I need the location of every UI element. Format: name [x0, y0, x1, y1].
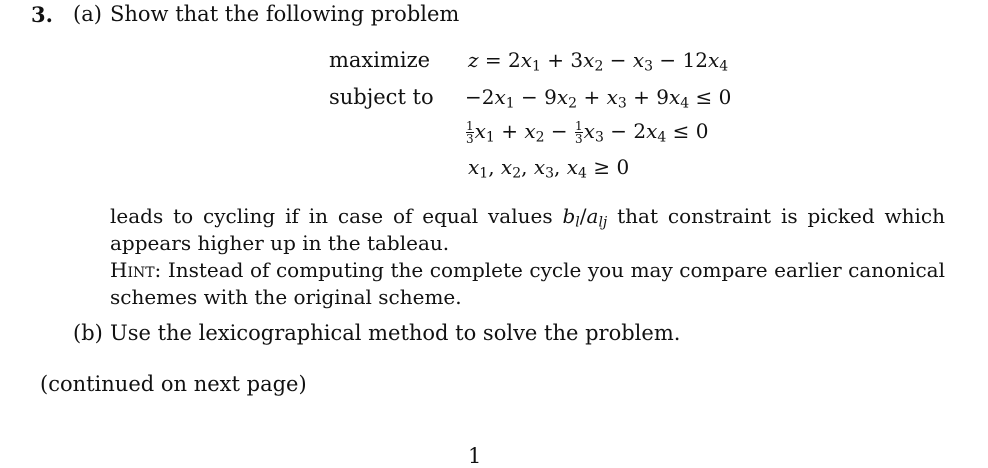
hint-paragraph: [110, 257, 945, 311]
part-b-text: Use the lexicographical method to solve the problem.: [110, 321, 681, 345]
problem-number: 3.: [31, 2, 53, 27]
maximize-label: maximize: [329, 48, 431, 72]
hint-text: Instead of computing the complete cycle you may compare earlier canonical schemes with the original scheme.: [110, 258, 946, 309]
part-a-intro: Show that the following problem: [110, 2, 460, 26]
continued-note: (continued on next page): [40, 372, 307, 396]
objective-function: $z = 2x_1 + 3x_2 - x_3 - 12x_4$: [468, 48, 729, 75]
part-b-label: (b): [73, 321, 103, 345]
page-number: 1: [468, 444, 482, 468]
part-a-label: (a): [73, 2, 102, 26]
subject-to-label: subject to: [329, 85, 434, 109]
constraint-1: $-2x_1 - 9x_2 + x_3 + 9x_4 \le 0$: [465, 85, 732, 112]
constraint-2: $\frac{1}{3}$ $x_1 + x_2$ − $\frac{1}{3}$ $x_3 - 2x_4 \le 0$: [466, 119, 709, 147]
cycling-paragraph: leads to cycling if in case of equal values $b_l/a_{lj}$ that constraint is picked which appears higher up in the tableau.: [110, 204, 945, 255]
nonnegativity-constraint: $x_1$, $x_2$, $x_3$, $x_4 \ge 0$: [468, 155, 630, 182]
hint-label: Hint:: [110, 258, 162, 282]
